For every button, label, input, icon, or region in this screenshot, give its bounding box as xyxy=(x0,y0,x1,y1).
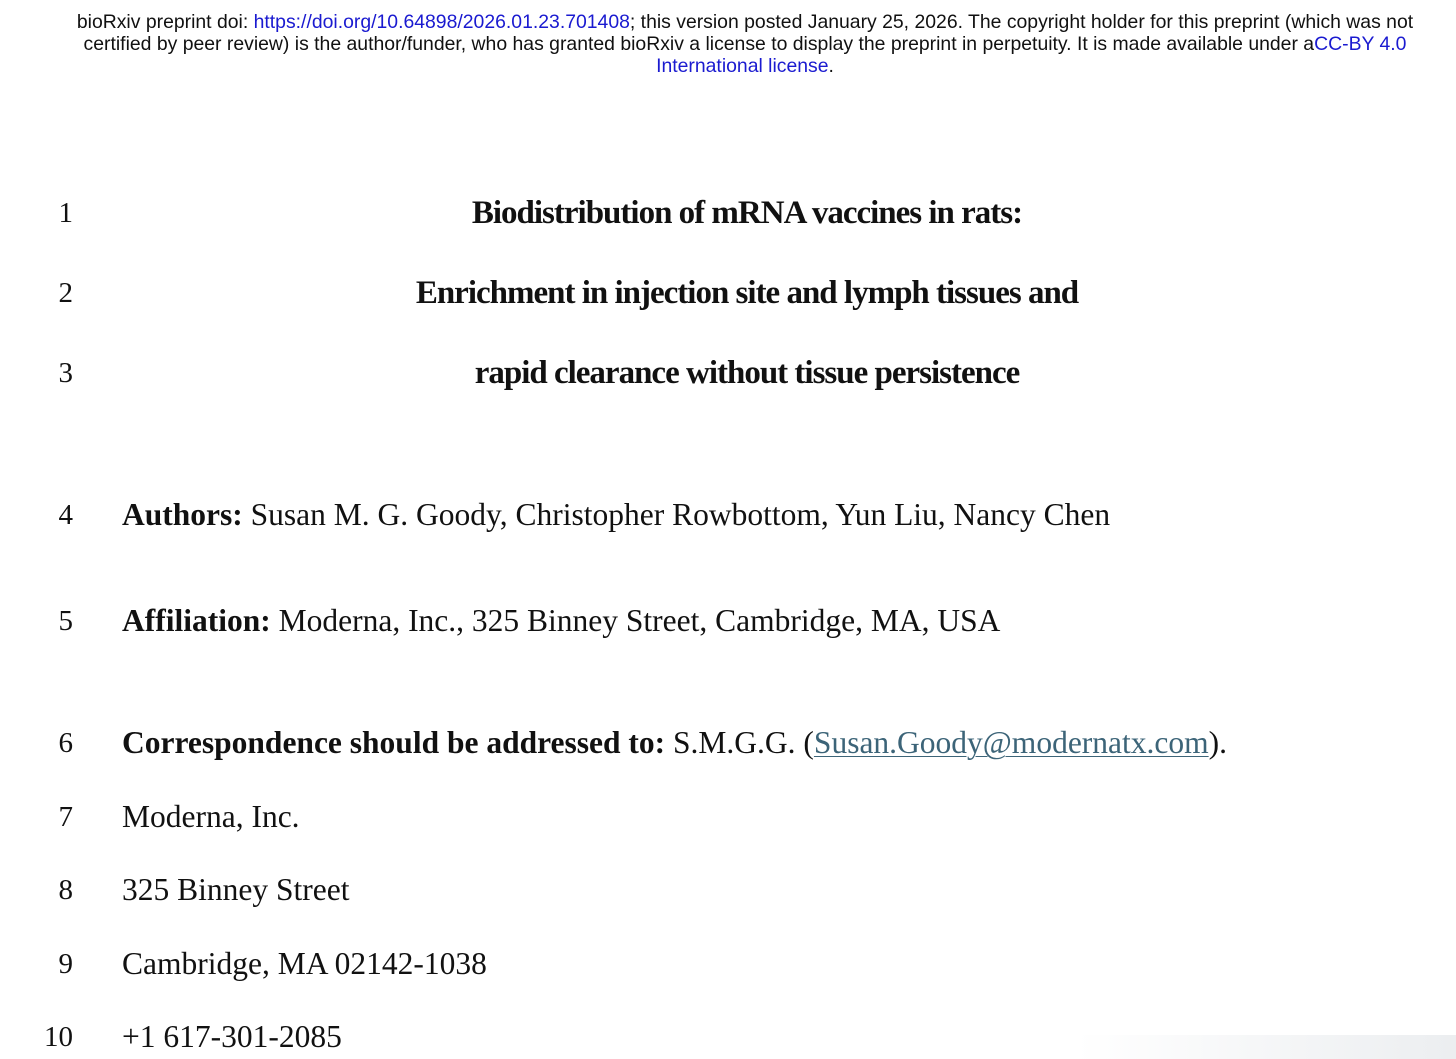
manuscript-line-4 xyxy=(0,495,1456,535)
authors-label: Authors: xyxy=(122,497,243,532)
correspondence-text: S.M.G.G. ( xyxy=(665,725,814,760)
line-number: 6 xyxy=(58,727,73,759)
manuscript-line-6 xyxy=(0,723,1456,763)
license-link[interactable]: CC-BY 4.0 International license xyxy=(656,33,1407,77)
manuscript-line-1 xyxy=(0,193,1456,233)
notice-prefix: bioRxiv preprint doi: xyxy=(76,11,254,33)
line-number: 9 xyxy=(58,948,73,980)
manuscript-line-3 xyxy=(0,353,1456,393)
line-number: 2 xyxy=(58,277,73,309)
line-number: 10 xyxy=(44,1021,73,1053)
manuscript-line-5 xyxy=(0,601,1456,641)
title-line-3: rapid clearance without tissue persistence xyxy=(474,355,1020,391)
manuscript-line-10 xyxy=(0,1017,1456,1057)
correspondence-label: Correspondence should be addressed to: xyxy=(122,725,666,760)
affiliation-label: Affiliation: xyxy=(122,603,271,638)
authors-list: Susan M. G. Goody, Christopher Rowbottom, Yun Liu, Nancy Chen xyxy=(242,497,1111,532)
title-line-2: Enrichment in injection site and lymph tissues and xyxy=(415,275,1079,311)
address-street: 325 Binney Street xyxy=(122,872,350,907)
phone-number: +1 617-301-2085 xyxy=(122,1019,342,1054)
authors xyxy=(122,495,1110,535)
manuscript-line-7 xyxy=(0,797,1456,837)
correspondence xyxy=(122,723,1227,763)
preprint-notice xyxy=(60,11,1430,77)
affiliation-text: Moderna, Inc., 325 Binney Street, Cambridge, MA, USA xyxy=(270,603,1001,638)
correspondence-close: ). xyxy=(1208,725,1228,760)
line-number: 8 xyxy=(58,874,73,906)
address-company: Moderna, Inc. xyxy=(122,799,300,834)
line-number: 7 xyxy=(58,801,73,833)
doi-link[interactable]: https://doi.org/10.64898/2026.01.23.701408 xyxy=(253,11,630,33)
manuscript-line-2 xyxy=(0,273,1456,313)
line-number: 4 xyxy=(58,499,73,531)
line-number: 5 xyxy=(58,605,73,637)
manuscript-line-8 xyxy=(0,870,1456,910)
title-line-1: Biodistribution of mRNA vaccines in rats: xyxy=(471,195,1023,231)
line-number: 1 xyxy=(58,197,73,229)
notice-suffix: . xyxy=(828,55,834,77)
notice-middle: ; this version posted January 25, 2026. The copyright holder for this preprint (which was not certified by peer review) is the author/funder, who has granted bioRxiv a license to display the preprint in perpetuity. It is made available under a xyxy=(83,11,1414,55)
line-number: 3 xyxy=(58,357,73,389)
email-link[interactable]: Susan.Goody@modernatx.com xyxy=(813,725,1209,760)
affiliation xyxy=(122,601,1000,641)
manuscript-line-9 xyxy=(0,944,1456,984)
address-city: Cambridge, MA 02142-1038 xyxy=(122,946,487,981)
